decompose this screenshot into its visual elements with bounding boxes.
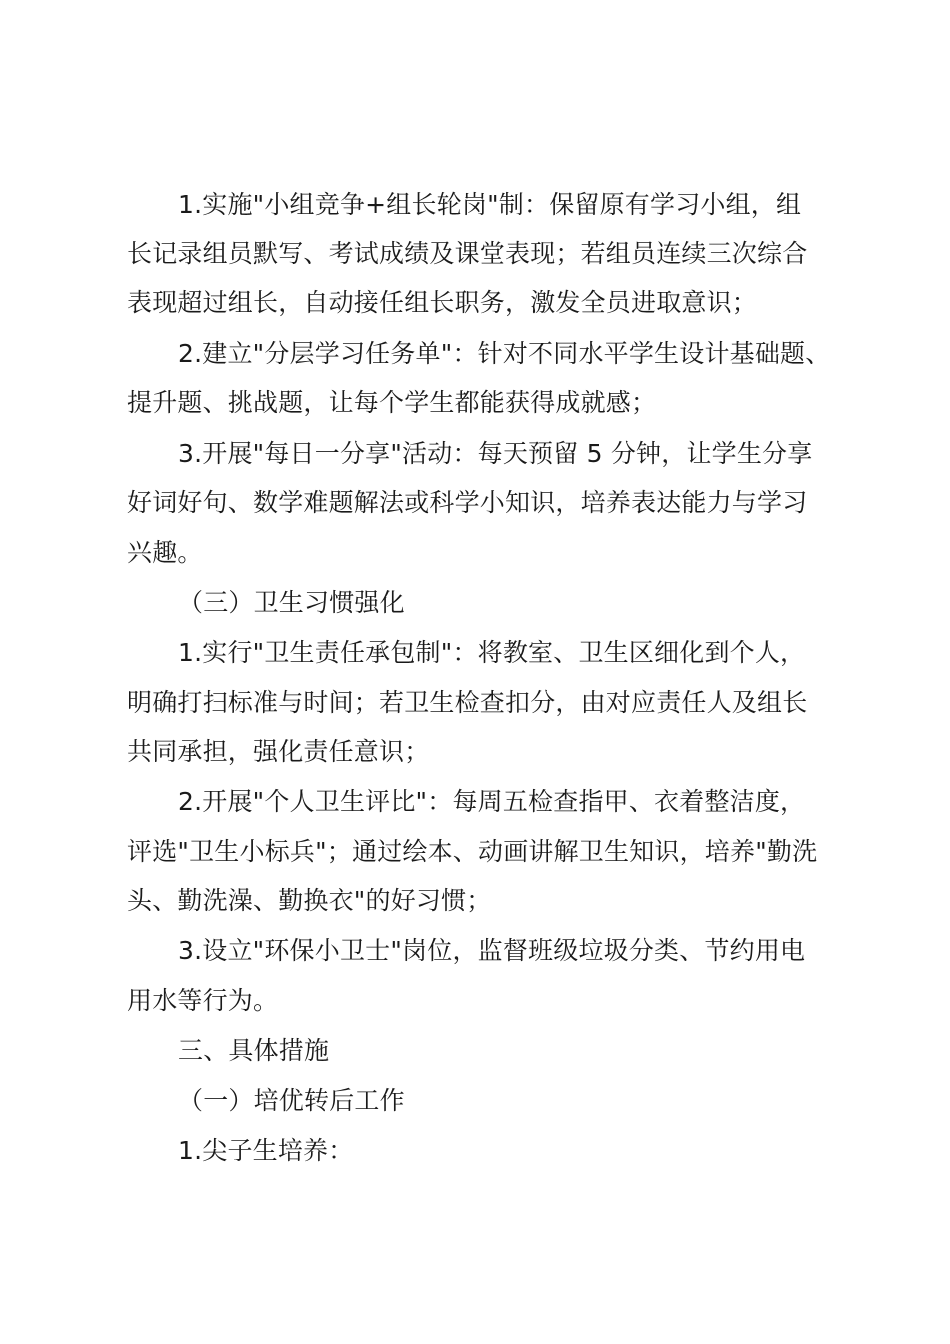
text-line: 评选"卫生小标兵"；通过绘本、动画讲解卫生知识，培养"勤洗 [127,837,818,866]
text-line: 2.开展"个人卫生评比"：每周五检查指甲、衣着整洁度， [178,787,806,816]
text-line: 好词好句、数学难题解法或科学小知识，培养表达能力与学习 [127,488,808,517]
text-line: 3.开展"每日一分享"活动：每天预留 5 分钟，让学生分享 [178,439,813,468]
text-line: 1.实行"卫生责任承包制"：将教室、卫生区细化到个人， [178,638,806,667]
section-heading: 三、具体措施 [178,1036,330,1065]
text-line: 1.实施"小组竞争+组长轮岗"制：保留原有学习小组，组 [178,190,802,219]
section-heading: （一）培优转后工作 [178,1086,405,1115]
text-line: 用水等行为。 [127,986,279,1015]
text-line: 明确打扫标准与时间；若卫生检查扣分，由对应责任人及组长 [127,688,808,717]
section-heading: （三）卫生习惯强化 [178,588,405,617]
text-line: 表现超过组长，自动接任组长职务，激发全员进取意识； [127,288,758,317]
text-line: 2.建立"分层学习任务单"：针对不同水平学生设计基础题、 [178,339,831,368]
text-line: 1.尖子生培养： [178,1136,354,1165]
text-line: 提升题、挑战题，让每个学生都能获得成就感； [127,388,657,417]
text-line: 头、勤洗澡、勤换衣"的好习惯； [127,886,492,915]
text-line: 共同承担，强化责任意识； [127,737,430,766]
text-line: 长记录组员默写、考试成绩及课堂表现；若组员连续三次综合 [127,239,808,268]
text-line: 兴趣。 [127,538,203,567]
text-line: 3.设立"环保小卫士"岗位，监督班级垃圾分类、节约用电 [178,936,806,965]
